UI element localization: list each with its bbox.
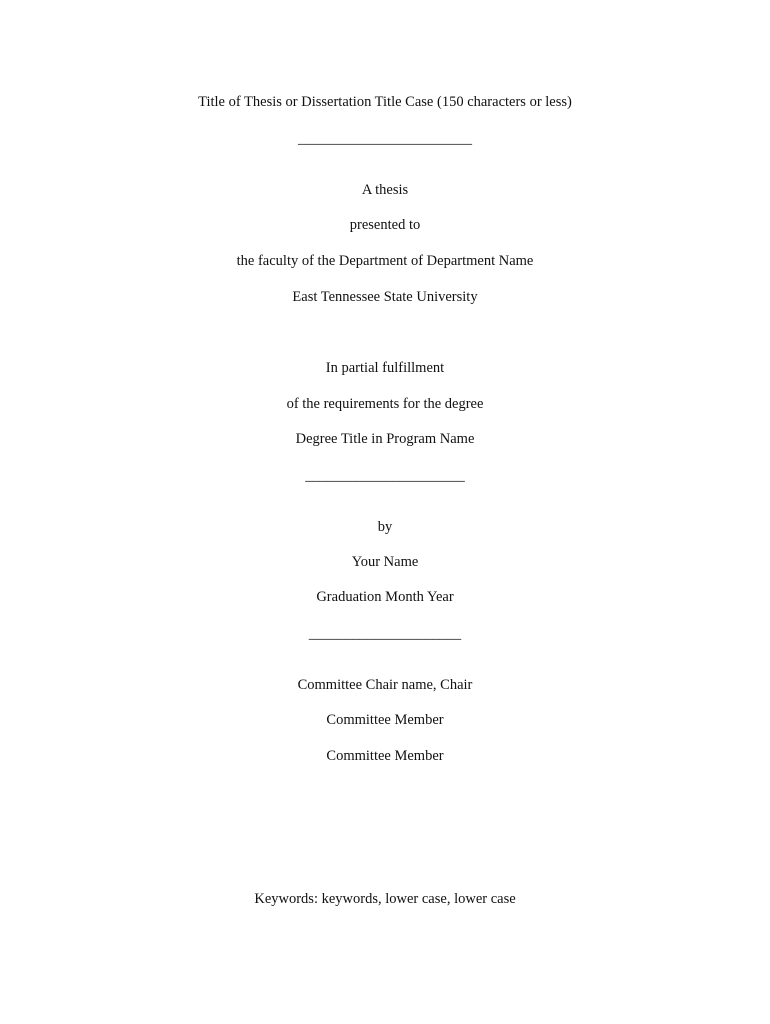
author-name: Your Name — [351, 554, 419, 570]
committee-member-2: Committee Member — [326, 748, 444, 764]
separator-rule-2: ______________________ — [305, 468, 465, 484]
by-label: by — [377, 519, 393, 535]
university-name: East Tennessee State University — [292, 289, 478, 305]
graduation-date: Graduation Month Year — [316, 589, 454, 605]
keywords-line: Keywords: keywords, lower case, lower case — [254, 891, 516, 907]
committee-member-1: Committee Member — [326, 712, 444, 728]
committee-chair: Committee Chair name, Chair — [297, 677, 473, 693]
thesis-title: Title of Thesis or Dissertation Title Case (150 characters or less) — [198, 94, 572, 110]
faculty-line: the faculty of the Department of Department Name — [236, 253, 534, 269]
requirements-line: of the requirements for the degree — [286, 396, 484, 412]
separator-rule-1: ________________________ — [298, 131, 472, 147]
separator-rule-3: _____________________ — [308, 626, 462, 642]
partial-fulfillment: In partial fulfillment — [325, 360, 445, 376]
thesis-label: A thesis — [361, 182, 409, 198]
presented-to: presented to — [349, 217, 421, 233]
degree-title: Degree Title in Program Name — [295, 431, 475, 447]
